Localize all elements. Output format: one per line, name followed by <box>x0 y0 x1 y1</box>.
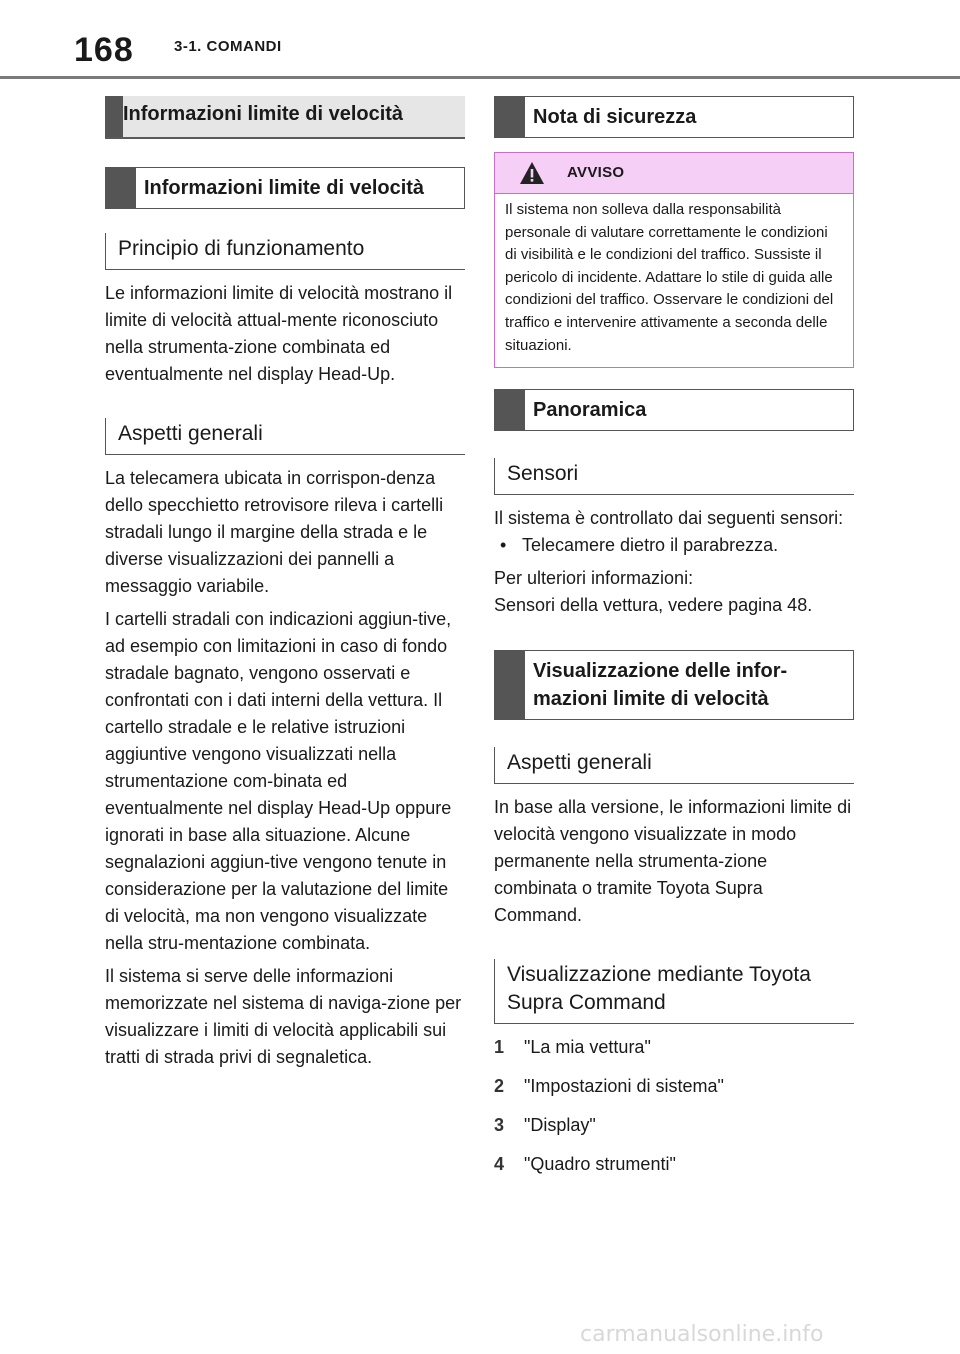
step-text: "Display" <box>524 1115 596 1136</box>
step-number: 4 <box>494 1154 505 1175</box>
heading-sensors: Sensori <box>494 458 854 495</box>
step-number: 3 <box>494 1115 505 1136</box>
chapter-title: 3-1. COMANDI <box>174 38 282 55</box>
paragraph-general-3: Il sistema si serve delle informazioni memorizzate nel sistema di naviga-zione per visualizzare i limiti di velocità applicabili sui tratti di strada privi di segnaletica. <box>105 966 462 1067</box>
heading-speed-limit-display <box>494 650 854 720</box>
warning-box <box>494 152 854 368</box>
step-item <box>494 1112 854 1139</box>
step-text: "Quadro strumenti" <box>524 1154 676 1175</box>
paragraph-display-general: In base alla versione, le informazioni limite di velocità vengono visualizzate in modo permanente nella strumenta-zione combinata o tramite Toyota Supra Command. <box>494 797 852 926</box>
page-header <box>0 0 960 80</box>
warning-text: Il sistema non solleva dalla responsabilità personale di valutare correttamente le condizioni di visibilità e le condizioni del traffico. Sussiste il pericolo di incidente. Adattare lo stile di guida alle condizioni del traffico. Osservare le condizioni del traffico e intervenire attivamente a seconda delle situazioni. <box>505 201 834 354</box>
step-item <box>494 1034 854 1061</box>
paragraph-more-info: Per ulteriori informazioni: <box>494 568 694 589</box>
paragraph-general-2: I cartelli stradali con indicazioni aggiun-tive, ad esempio con limitazioni in caso di fondo stradale bagnato, vengono osservati e confrontati con i dati interni della vettura. Il cartello stradale e le relative istruzioni aggiuntive vengono visualizzati nella strumentazione com-binata ed eventualmente nel display Head-Up oppure ignorati in base alla situazione. Alcune segnalazioni aggiun-tive vengono tenute in considerazione per la valutazione del limite di velocità, ma non vengono visualizzate nella stru-mentazione combinata. <box>105 609 452 953</box>
paragraph-more-reference: Sensori della vettura, vedere pagina 48. <box>494 595 813 616</box>
page-number: 168 <box>74 31 134 69</box>
paragraph-sensors: Il sistema è controllato dai seguenti sensori: <box>494 508 844 529</box>
warning-header <box>495 153 853 194</box>
heading-supra-command: Visualizzazione mediante Toyota Supra Command <box>494 959 854 1024</box>
heading-bar <box>495 651 525 719</box>
step-text: "La mia vettura" <box>524 1037 651 1058</box>
heading-bar <box>495 390 525 430</box>
heading-general-aspects: Aspetti generali <box>494 747 854 784</box>
section-heading-speed-limit-info <box>105 96 465 139</box>
heading-safety-note-text: Nota di sicurezza <box>533 106 697 128</box>
subsection-heading-speed-limit-info <box>105 167 465 209</box>
subsection-heading-text: Informazioni limite di velocità <box>144 177 425 199</box>
step-number: 1 <box>494 1037 505 1058</box>
step-number: 2 <box>494 1076 505 1097</box>
step-item <box>494 1073 854 1100</box>
heading-bar <box>106 168 136 208</box>
heading-bar <box>495 97 525 137</box>
heading-bar <box>105 96 123 137</box>
watermark: carmanualsonline.info <box>580 1322 824 1347</box>
right-column <box>494 96 854 1178</box>
heading-general-aspects: Aspetti generali <box>105 418 465 455</box>
step-text: "Impostazioni di sistema" <box>524 1076 724 1097</box>
header-divider <box>0 76 960 79</box>
warning-label: AVVISO <box>567 164 625 181</box>
warning-triangle-icon <box>519 161 545 185</box>
left-column <box>105 96 465 1071</box>
paragraph-principle: Le informazioni limite di velocità mostrano il limite di velocità attual-mente riconosciuto nella strumenta-zione combinata ed eventualmente nel display Head-Up. <box>105 283 453 384</box>
bullet-sensors: • Telecamere dietro il parabrezza. <box>494 532 854 559</box>
paragraph-general-1: La telecamera ubicata in corrispon-denza dello specchietto retrovisore rileva i cartelli stradali lungo il margine della strada e le diverse visualizzazioni dei pannelli a messaggio variabile. <box>105 468 444 596</box>
step-item <box>494 1151 854 1178</box>
steps-list <box>494 1034 854 1178</box>
heading-overview <box>494 389 854 431</box>
heading-speed-limit-display-text: Visualizzazione delle infor-mazioni limite di velocità <box>533 660 788 711</box>
section-heading-text: Informazioni limite di velocità <box>123 103 404 125</box>
heading-safety-note <box>494 96 854 138</box>
heading-operating-principle: Principio di funzionamento <box>105 233 465 270</box>
heading-overview-text: Panoramica <box>533 399 647 422</box>
